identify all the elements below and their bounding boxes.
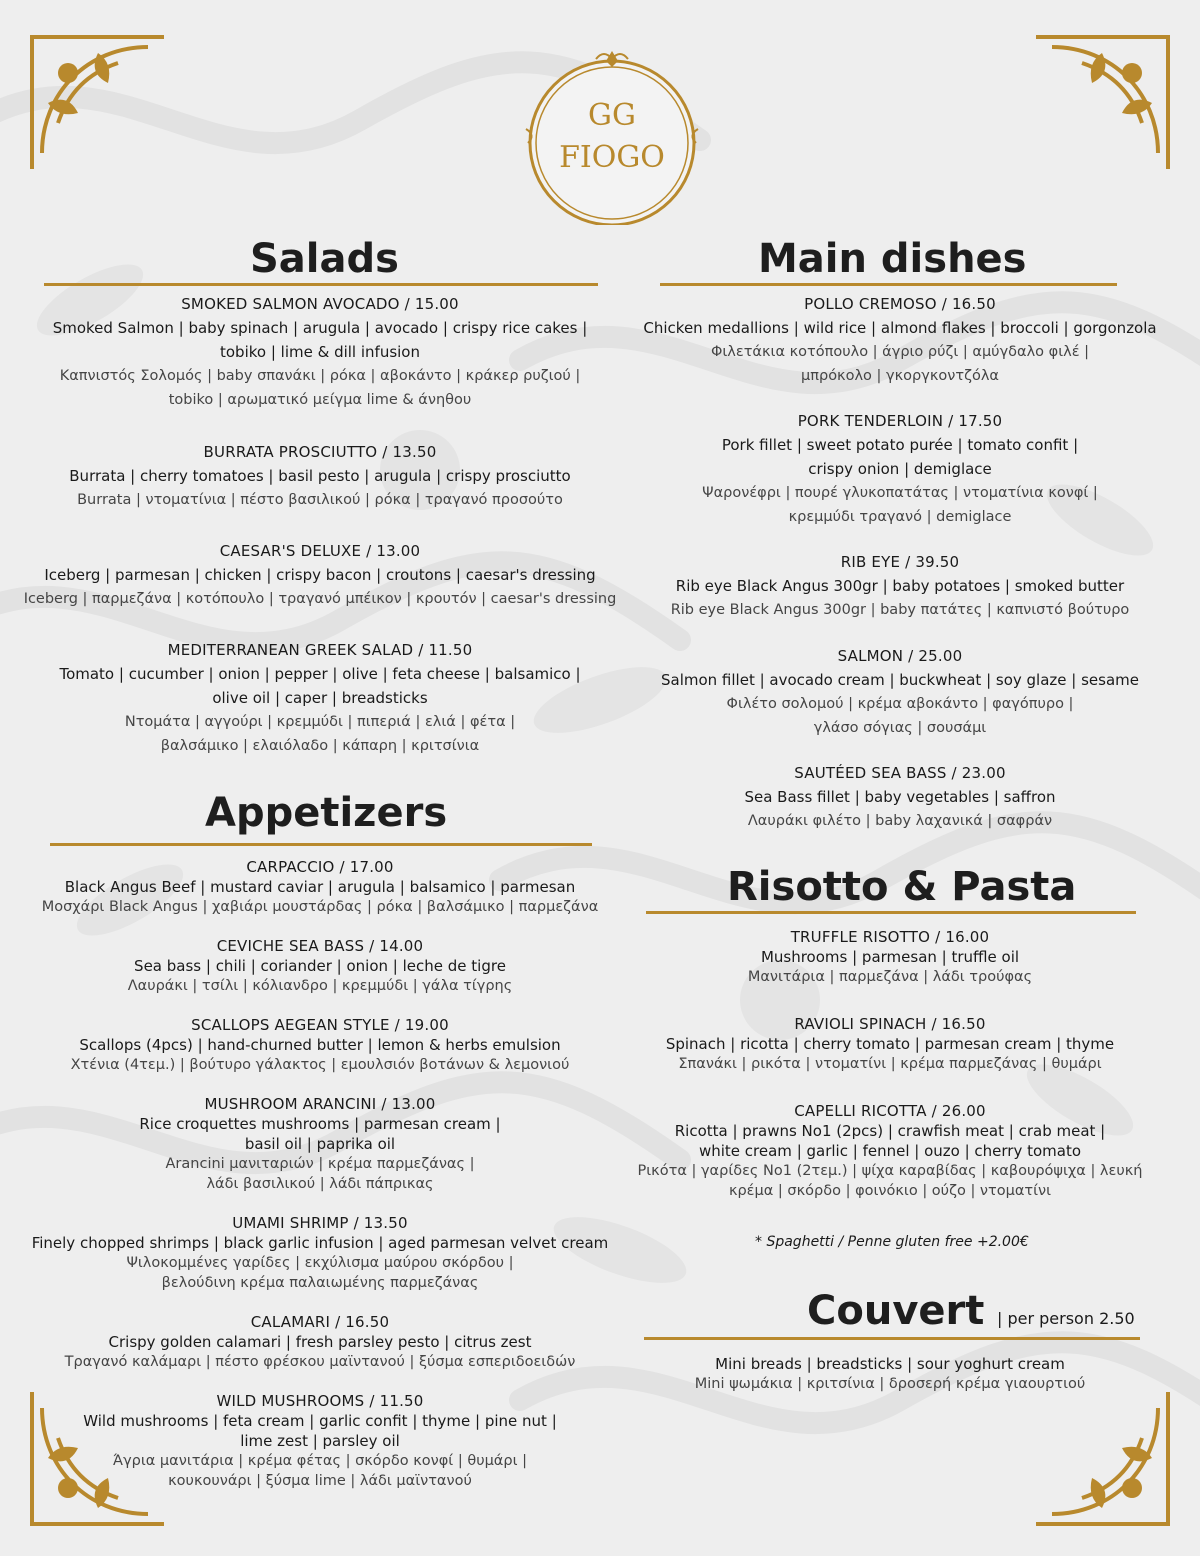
item-desc-en: lime zest | parsley oil bbox=[240, 1432, 400, 1450]
item-desc-en: Finely chopped shrimps | black garlic infusion | aged parmesan velvet cream bbox=[31, 1234, 609, 1252]
item-desc-en: Rice croquettes mushrooms | parmesan cream | bbox=[139, 1115, 501, 1133]
item-desc-en: Tomato | cucumber | onion | pepper | olive | feta cheese | balsamico | bbox=[59, 665, 581, 683]
appetizer-item bbox=[20, 1015, 620, 1075]
item-desc-gr: Ρικότα | γαρίδες No1 (2τεμ.) | ψίχα καραβίδας | καβουρόψιχα | λευκή bbox=[637, 1163, 1143, 1179]
item-desc-gr: Μοσχάρι Black Angus | χαβιάρι μουστάρδας | ρόκα | βαλσάμικο | παρμεζάνα bbox=[41, 899, 599, 915]
item-desc-gr: λάδι βασιλικού | λάδι πάπρικας bbox=[206, 1176, 434, 1192]
item-desc-en: Wild mushrooms | feta cream | garlic confit | thyme | pine nut | bbox=[83, 1412, 557, 1430]
risotto-pasta-title: Risotto & Pasta bbox=[727, 864, 1077, 910]
item-desc-en: Scallops (4pcs) | hand-churned butter | lemon & herbs emulsion bbox=[79, 1036, 561, 1054]
item-name: POLLO CREMOSO / 16.50 bbox=[804, 295, 996, 313]
item-name: MEDITERRANEAN GREEK SALAD / 11.50 bbox=[167, 641, 473, 659]
item-desc-en: Burrata | cherry tomatoes | basil pesto | arugula | crispy prosciutto bbox=[69, 467, 571, 485]
salads-rule bbox=[44, 283, 598, 286]
item-desc-gr: μπρόκολο | γκοργκοντζόλα bbox=[801, 368, 999, 384]
item-desc-en: basil oil | paprika oil bbox=[244, 1135, 396, 1153]
corner-ornament-bottom-left-icon bbox=[28, 1388, 168, 1528]
item-desc-en: Mushrooms | parmesan | truffle oil bbox=[760, 948, 1020, 966]
item-desc-en: Pork fillet | sweet potato purée | tomato confit | bbox=[721, 436, 1079, 454]
item-desc-gr: Burrata | ντοματίνια | πέστο βασιλικού | ρόκα | τραγανό προσούτο bbox=[77, 492, 563, 508]
item-desc-en: Crispy golden calamari | fresh parsley pesto | citrus zest bbox=[108, 1333, 532, 1351]
logo-monogram: GG bbox=[588, 98, 636, 133]
item-name: SCALLOPS AEGEAN STYLE / 19.00 bbox=[191, 1016, 449, 1034]
item-desc-gr: κουκουνάρι | ξύσμα lime | λάδι μαϊντανού bbox=[168, 1473, 472, 1489]
item-name: SMOKED SALMON AVOCADO / 15.00 bbox=[181, 295, 459, 313]
item-name: SALMON / 25.00 bbox=[837, 647, 963, 665]
risotto-item bbox=[600, 927, 1180, 987]
item-desc-gr: γλάσο σόγιας | σουσάμι bbox=[813, 720, 987, 736]
main-item bbox=[610, 412, 1190, 529]
item-name: WILD MUSHROOMS / 11.50 bbox=[216, 1392, 424, 1410]
item-name: CAESAR'S DELUXE / 13.00 bbox=[219, 542, 421, 560]
item-name: MUSHROOM ARANCINI / 13.00 bbox=[204, 1095, 436, 1113]
item-desc-en: crispy onion | demiglace bbox=[808, 460, 992, 478]
risotto-pasta-rule bbox=[646, 911, 1136, 914]
item-desc-en: Mini breads | breadsticks | sour yoghurt cream bbox=[715, 1355, 1065, 1373]
item-desc-en: tobiko | lime & dill infusion bbox=[220, 343, 420, 361]
item-desc-en: Sea bass | chili | coriander | onion | leche de tigre bbox=[134, 957, 506, 975]
item-desc-en: Iceberg | parmesan | chicken | crispy bacon | croutons | caesar's dressing bbox=[44, 566, 596, 584]
main-item bbox=[610, 553, 1190, 622]
salads-title: Salads bbox=[250, 236, 399, 282]
item-desc-gr: Καπνιστός Σολομός | baby σπανάκι | ρόκα | αβοκάντο | κράκερ ρυζιού | bbox=[59, 368, 581, 384]
appetizer-item bbox=[20, 1213, 620, 1293]
item-desc-gr: Mini ψωμάκια | κριτσίνια | δροσερή κρέμα γιαουρτιού bbox=[694, 1376, 1086, 1392]
main-item bbox=[610, 647, 1190, 740]
item-name: BURRATA PROSCIUTTO / 13.50 bbox=[203, 443, 437, 461]
item-desc-gr: Χτένια (4τεμ.) | βούτυρο γάλακτος | εμουλσιόν βοτάνων & λεμονιού bbox=[70, 1057, 570, 1073]
item-desc-gr: Arancini μανιταριών | κρέμα παρμεζάνας | bbox=[165, 1156, 475, 1172]
item-desc-gr: Σπανάκι | ρικότα | ντοματίνι | κρέμα παρμεζάνας | θυμάρι bbox=[678, 1056, 1102, 1072]
item-desc-gr: Τραγανό καλάμαρι | πέστο φρέσκου μαϊντανού | ξύσμα εσπεριδοειδών bbox=[64, 1354, 576, 1370]
item-desc-gr: Ντομάτα | αγγούρι | κρεμμύδι | πιπεριά | ελιά | φέτα | bbox=[124, 714, 516, 730]
corner-ornament-top-left-icon bbox=[28, 33, 168, 173]
item-desc-gr: βαλσάμικο | ελαιόλαδο | κάπαρη | κριτσίνια bbox=[160, 738, 480, 754]
main-dishes-title: Main dishes bbox=[758, 236, 1027, 282]
item-desc-en: Smoked Salmon | baby spinach | arugula | avocado | crispy rice cakes | bbox=[52, 319, 588, 337]
item-name: SAUTÉED SEA BASS / 23.00 bbox=[794, 764, 1006, 782]
item-desc-gr: Iceberg | παρμεζάνα | κοτόπουλο | τραγανό μπέικον | κρουτόν | caesar's dressing bbox=[23, 591, 617, 607]
item-name: CEVICHE SEA BASS / 14.00 bbox=[216, 937, 424, 955]
item-desc-gr: Rib eye Black Angus 300gr | baby πατάτες | καπνιστό βούτυρο bbox=[670, 602, 1130, 618]
item-name: UMAMI SHRIMP / 13.50 bbox=[232, 1214, 408, 1232]
salad-item bbox=[20, 542, 620, 611]
item-name: RAVIOLI SPINACH / 16.50 bbox=[794, 1015, 986, 1033]
item-desc-gr: Λαυράκι | τσίλι | κόλιανδρο | κρεμμύδι | γάλα τίγρης bbox=[127, 978, 513, 994]
item-desc-gr: Άγρια μανιτάρια | κρέμα φέτας | σκόρδο κονφί | θυμάρι | bbox=[113, 1453, 527, 1469]
item-name: RIB EYE / 39.50 bbox=[840, 553, 960, 571]
item-name: CALAMARI / 16.50 bbox=[250, 1313, 390, 1331]
appetizer-item bbox=[20, 1312, 620, 1372]
item-desc-gr: κρέμα | σκόρδο | φοινόκιο | ούζο | ντοματίνι bbox=[728, 1183, 1052, 1199]
item-desc-gr: Μανιτάρια | παρμεζάνα | λάδι τρούφας bbox=[747, 969, 1033, 985]
item-name: TRUFFLE RISOTTO / 16.00 bbox=[790, 928, 990, 946]
couvert-rule bbox=[644, 1337, 1140, 1340]
appetizers-rule bbox=[50, 843, 592, 846]
item-name: CAPELLI RICOTTA / 26.00 bbox=[794, 1102, 986, 1120]
appetizer-item bbox=[20, 857, 620, 917]
risotto-item bbox=[600, 1101, 1180, 1201]
salad-item bbox=[20, 641, 620, 758]
item-desc-en: Spinach | ricotta | cherry tomato | parmesan cream | thyme bbox=[665, 1035, 1115, 1053]
couvert-title: Couvert bbox=[807, 1288, 985, 1334]
appetizer-item bbox=[20, 1094, 620, 1194]
item-desc-en: Sea Bass fillet | baby vegetables | saffron bbox=[744, 788, 1056, 806]
main-item bbox=[610, 295, 1190, 388]
appetizers-title: Appetizers bbox=[205, 790, 448, 836]
item-desc-en: Salmon fillet | avocado cream | buckwheat | soy glaze | sesame bbox=[660, 671, 1139, 689]
corner-ornament-top-right-icon bbox=[1032, 33, 1172, 173]
logo-name: FIOGO bbox=[559, 140, 665, 175]
item-desc-en: Black Angus Beef | mustard caviar | arugula | balsamico | parmesan bbox=[64, 878, 576, 896]
item-desc-gr: βελούδινη κρέμα παλαιωμένης παρμεζάνας bbox=[161, 1275, 479, 1291]
item-desc-en: Chicken medallions | wild rice | almond flakes | broccoli | gorgonzola bbox=[643, 319, 1157, 337]
couvert-price: | per person 2.50 bbox=[997, 1309, 1135, 1328]
item-desc-gr: Ψαρονέφρι | πουρέ γλυκοπατάτας | ντοματίνια κονφί | bbox=[702, 485, 1098, 501]
main-item bbox=[610, 764, 1190, 833]
gluten-free-note: * Spaghetti / Penne gluten free +2.00€ bbox=[755, 1234, 1029, 1250]
item-desc-gr: tobiko | αρωματικό μείγμα lime & άνηθου bbox=[168, 392, 472, 408]
item-desc-en: white cream | garlic | fennel | ouzo | cherry tomato bbox=[698, 1142, 1082, 1160]
risotto-item bbox=[600, 1014, 1180, 1074]
item-desc-gr: Ψιλοκομμένες γαρίδες | εκχύλισμα μαύρου σκόρδου | bbox=[126, 1255, 514, 1271]
item-name: CARPACCIO / 17.00 bbox=[246, 858, 394, 876]
item-desc-en: Ricotta | prawns No1 (2pcs) | crawfish meat | crab meat | bbox=[674, 1122, 1106, 1140]
appetizer-item bbox=[20, 936, 620, 996]
item-desc-gr: Φιλετάκια κοτόπουλο | άγριο ρύζι | αμύγδαλο φιλέ | bbox=[710, 344, 1090, 360]
corner-ornament-bottom-right-icon bbox=[1032, 1388, 1172, 1528]
item-desc-gr: κρεμμύδι τραγανό | demiglace bbox=[788, 509, 1012, 525]
item-desc-en: Rib eye Black Angus 300gr | baby potatoes | smoked butter bbox=[675, 577, 1125, 595]
main-dishes-rule bbox=[660, 283, 1117, 286]
item-name: PORK TENDERLOIN / 17.50 bbox=[797, 412, 1003, 430]
item-desc-en: olive oil | caper | breadsticks bbox=[212, 689, 428, 707]
fiogo-logo bbox=[522, 45, 702, 225]
item-desc-gr: Λαυράκι φιλέτο | baby λαχανικά | σαφράν bbox=[747, 813, 1053, 829]
item-desc-gr: Φιλέτο σολομού | κρέμα αβοκάντο | φαγόπυρο | bbox=[726, 696, 1074, 712]
salad-item bbox=[20, 443, 620, 512]
salad-item bbox=[20, 295, 620, 412]
